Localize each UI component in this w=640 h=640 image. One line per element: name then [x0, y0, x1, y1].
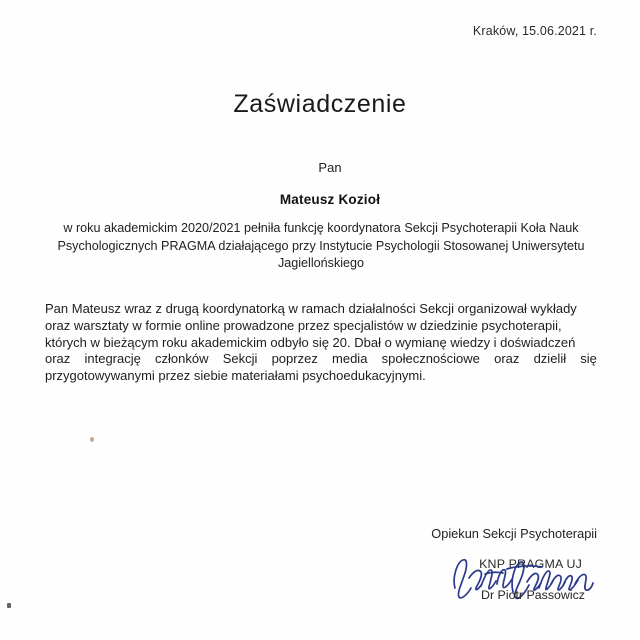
body-line [45, 351, 597, 368]
body-word: media [332, 351, 368, 367]
body-line: których w bieżącym roku akademickim odbyło się 20. Dbał o wymianę wiedzy i doświadczeń [45, 334, 576, 350]
body-word: społecznościowe [381, 351, 480, 367]
body-word: poprzez [271, 351, 318, 367]
scan-artifact-speck [7, 603, 11, 608]
intro-line: Jagiellońskiego [277, 256, 365, 270]
body-word: integrację [84, 351, 141, 367]
date-line: Kraków, 15.06.2021 r. [472, 24, 597, 38]
intro-line: w roku akademickim 2020/2021 pełniła funkcję koordynatora Sekcji Psychoterapii Koła Nauk [63, 221, 579, 235]
page-title: Zaświadczenie [233, 90, 407, 118]
body-word: Sekcji [222, 351, 258, 367]
body-word: oraz [494, 351, 520, 367]
body-word: się [580, 351, 597, 367]
intro-paragraph [45, 220, 597, 273]
body-paragraph [45, 301, 597, 385]
signature-caption: Opiekun Sekcji Psychoterapii [431, 526, 597, 541]
body-word: dzielił [533, 351, 567, 367]
addressee-name: Mateusz Kozioł [279, 192, 381, 207]
body-word: oraz [45, 351, 71, 367]
body-word: członków [155, 351, 209, 367]
signature-organization: KNP PRAGMA UJ [479, 557, 582, 571]
scan-artifact-speck [90, 437, 94, 442]
body-line: Pan Mateusz wraz z drugą koordynatorką w ramach działalności Sekcji organizował wykłady [45, 301, 577, 316]
addressee-block [0, 160, 640, 207]
body-line: przygotowywanymi przez siebie materiałami psychoedukacyjnymi. [45, 368, 426, 384]
addressee-honorific: Pan [318, 160, 342, 175]
body-line: oraz warsztaty w formie online prowadzone przez specjalistów w dziedzinie psychoterapii, [45, 317, 562, 333]
signature-signer-name: Dr Piotr Passowicz [481, 588, 585, 602]
intro-line: Psychologicznych PRAGMA działającego przy Instytucie Psychologii Stosowanej Uniwersytetu [57, 238, 585, 253]
